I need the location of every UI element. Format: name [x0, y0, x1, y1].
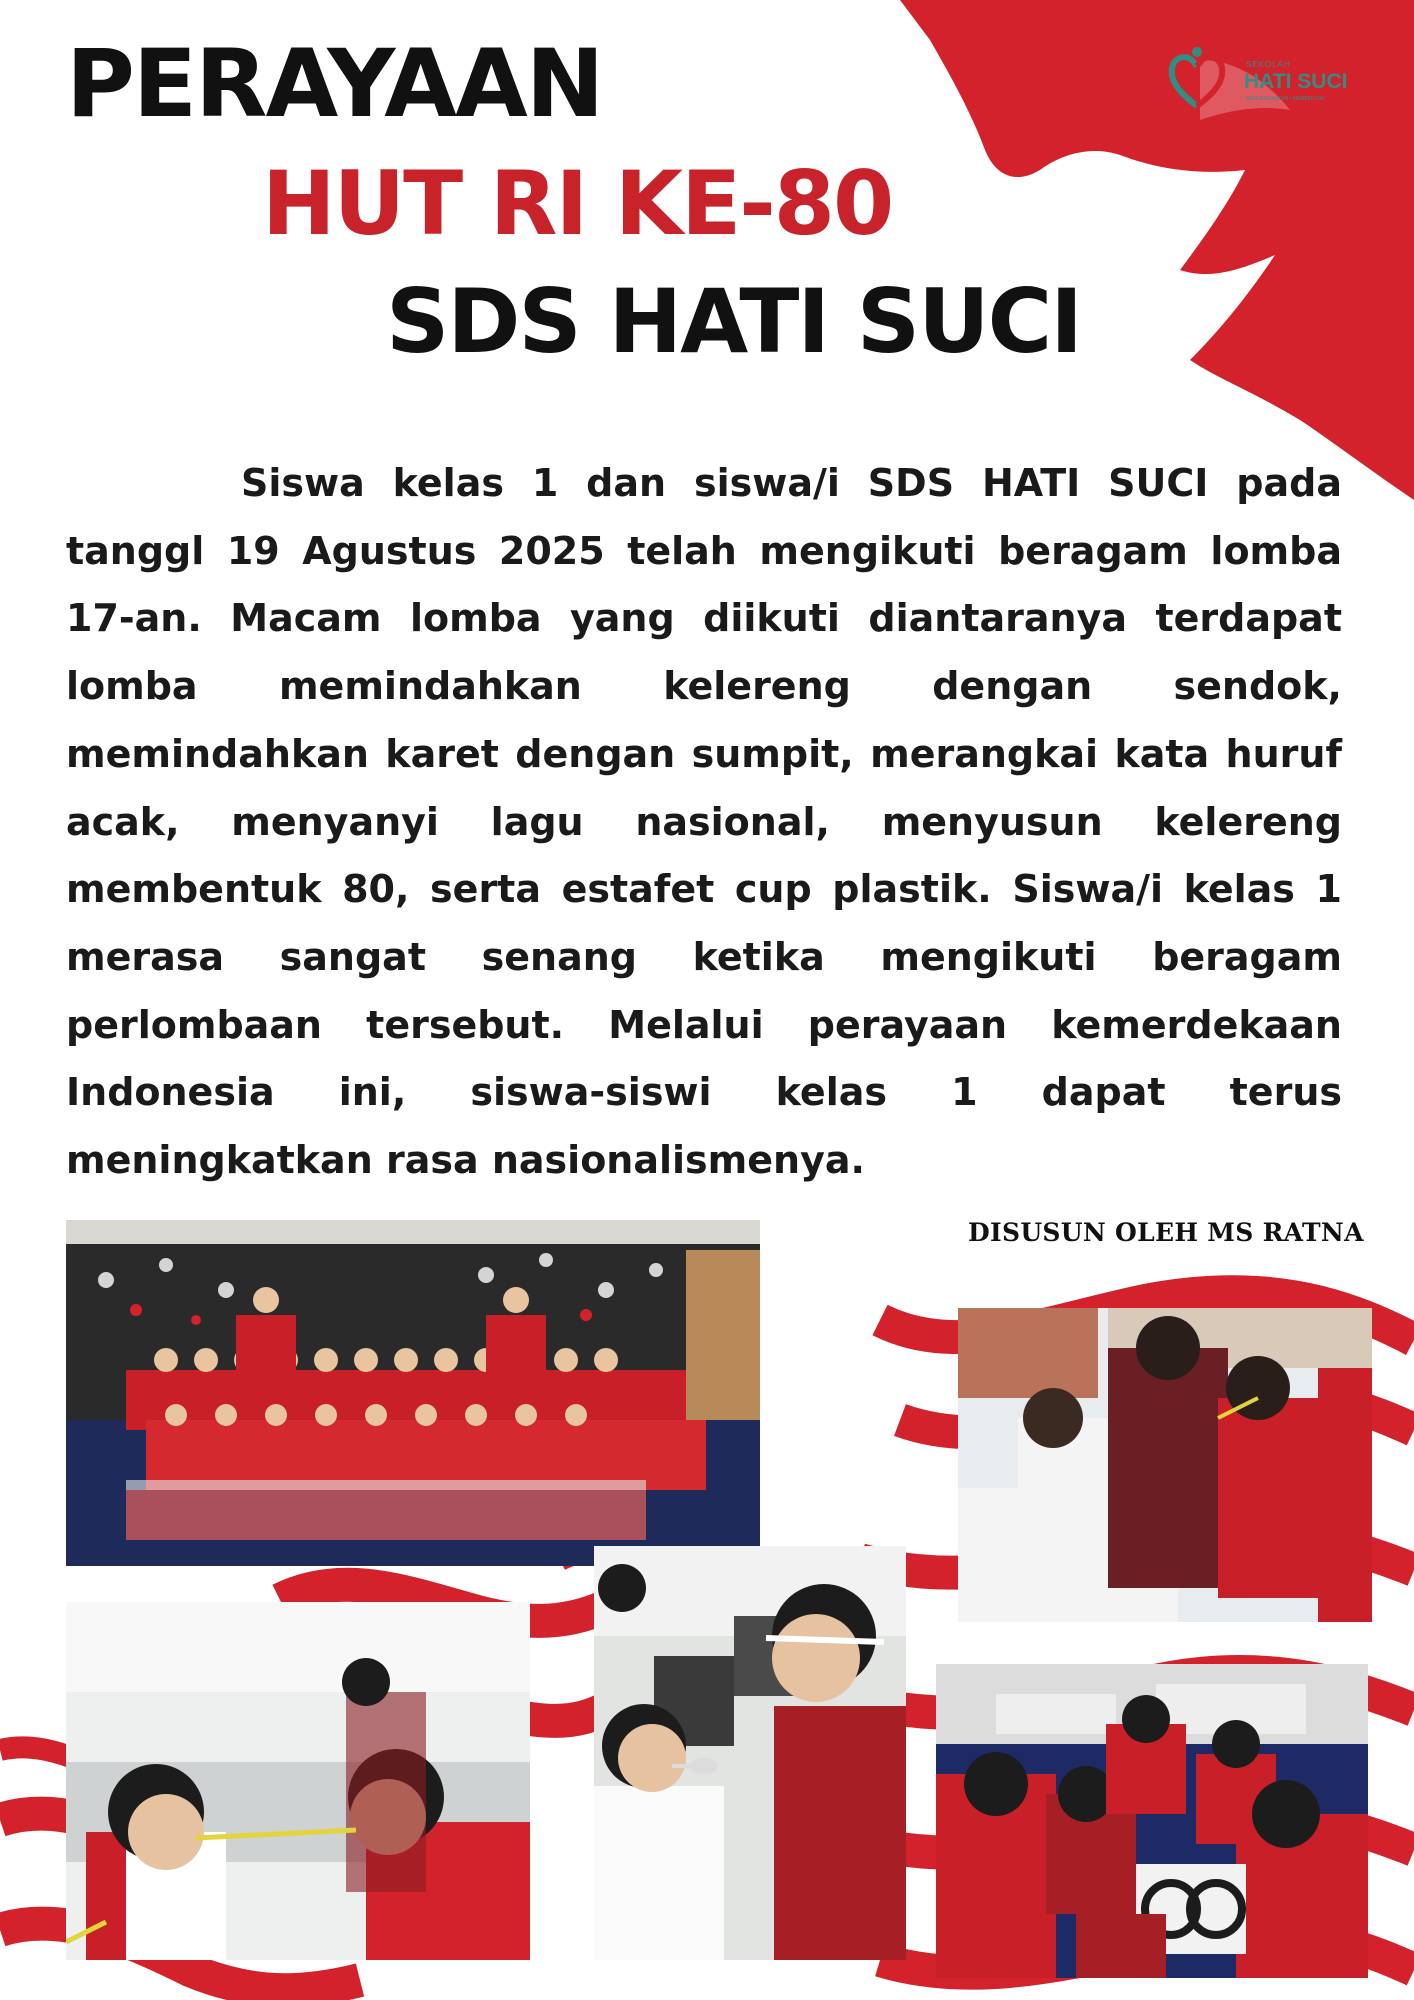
marble-80-photo: [936, 1664, 1368, 1978]
straw-game-photo: [958, 1308, 1372, 1622]
school-logo: [1168, 44, 1386, 114]
straw-relay-photo: [66, 1602, 530, 1960]
title-line-2: HUT RI KE-80: [262, 152, 893, 255]
heart-person-icon: [1168, 44, 1226, 114]
spoon-game-photo: [594, 1546, 906, 1960]
article-paragraph: Siswa kelas 1 dan siswa/i SDS HATI SUCI pada tanggl 19 Agustus 2025 telah mengikuti beragam lomba 17-an. Macam lomba yang diikuti diantaranya terdapat lomba memindahkan kelereng dengan sendok, memindahkan karet dengan sumpit, merangkai kata huruf acak, menyanyi lagu nasional, menyusun kelereng membentuk 80, serta estafet cup plastik. Siswa/i kelas 1 merasa sangat senang ketika mengikuti beragam perlombaan tersebut. Melalui perayaan kemerdekaan Indonesia ini, siswa-siswi kelas 1 dapat terus meningkatkan rasa nasionalismenya.: [66, 461, 1342, 1183]
author-credit: DISUSUN OLEH MS RATNA: [968, 1218, 1364, 1247]
logo-name: HATI SUCI: [1244, 70, 1348, 93]
logo-small-text: SEKOLAH: [1246, 60, 1291, 69]
logo-tagline: MENCERDASKAN • MEMBENTUK: [1246, 96, 1325, 102]
title-line-1: PERAYAAN: [66, 30, 603, 139]
title-line-3: SDS HATI SUCI: [386, 270, 1081, 373]
group-photo: [66, 1220, 760, 1566]
